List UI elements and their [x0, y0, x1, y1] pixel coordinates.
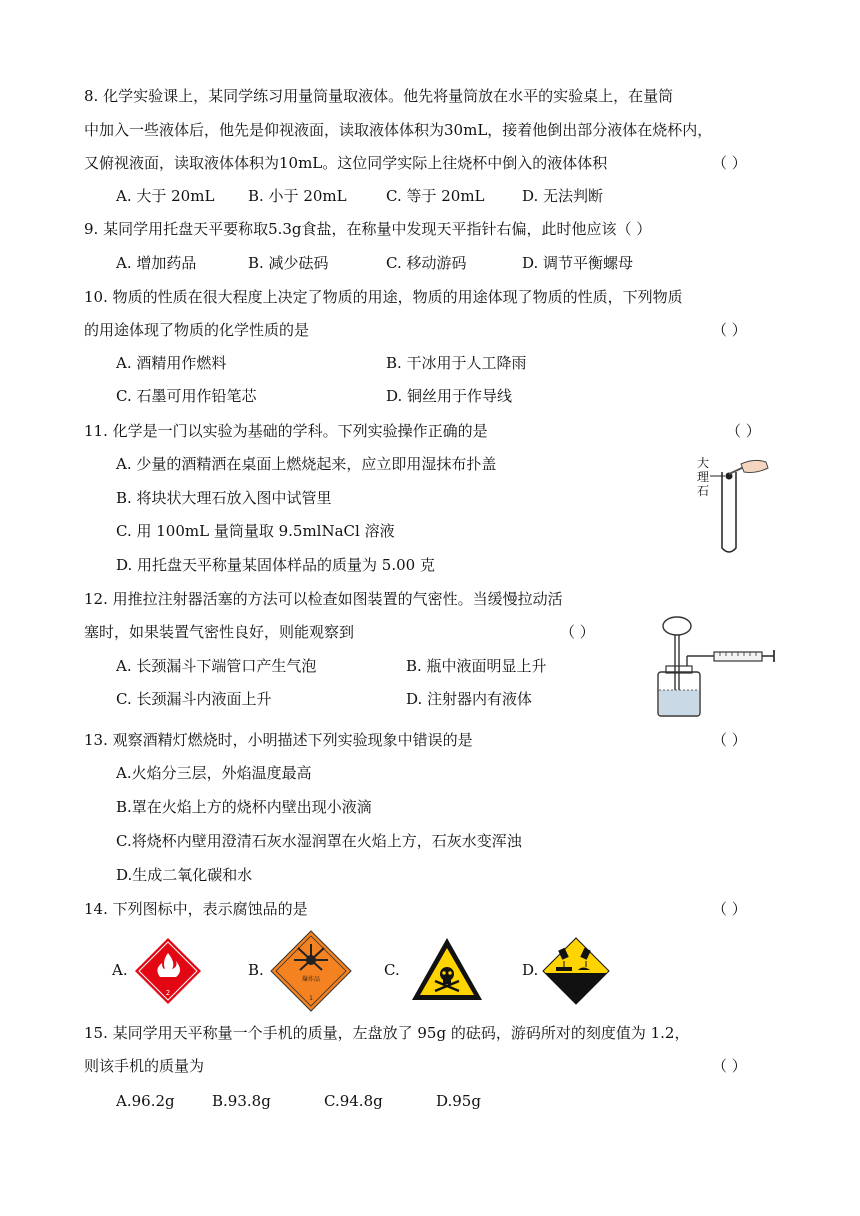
q15-option-d: D.95g — [436, 1092, 481, 1110]
q14-label-b: B. — [248, 961, 264, 979]
q11-option-c: C. 用 100mL 量筒量取 9.5mlNaCl 溶液 — [116, 522, 395, 540]
q12-option-b: B. 瓶中液面明显上升 — [406, 657, 547, 675]
q14-label-a: A. — [112, 961, 128, 979]
q12-option-c: C. 长颈漏斗内液面上升 — [116, 690, 272, 708]
sign-b-text: 爆炸品 — [301, 976, 321, 983]
q14-label-c: C. — [384, 961, 400, 979]
figure-label-char: 理 — [696, 470, 709, 484]
q8-option-b: B. 小于 20mL — [248, 187, 347, 205]
q13-option-d: D.生成二氧化碳和水 — [116, 866, 253, 884]
q11-option-d: D. 用托盘天平称量某固体样品的质量为 5.00 克 — [116, 556, 435, 574]
q13-line1: 13. 观察酒精灯燃烧时，小明描述下列实验现象中错误的是 — [84, 731, 473, 749]
explosive-sign — [270, 930, 352, 1012]
figure-label-char: 石 — [696, 484, 709, 498]
q9-option-a: A. 增加药品 — [116, 254, 197, 272]
q8-option-a: A. 大于 20mL — [116, 187, 215, 205]
q8-answer-paren: （ ） — [712, 154, 747, 172]
q14-line1: 14. 下列图标中，表示腐蚀品的是 — [84, 900, 308, 918]
q10-option-d: D. 铜丝用于作导线 — [386, 387, 513, 405]
q13-option-a: A.火焰分三层，外焰温度最高 — [116, 764, 312, 782]
q11-option-b: B. 将块状大理石放入图中试管里 — [116, 489, 332, 507]
syringe-apparatus-icon — [652, 616, 780, 720]
q15-option-c: C.94.8g — [324, 1092, 383, 1110]
q15-option-a: A.96.2g — [116, 1092, 175, 1110]
q10-option-a: A. 酒精用作燃料 — [116, 354, 227, 372]
q15-line1: 15. 某同学用天平称量一个手机的质量，左盘放了 95g 的砝码，游码所对的刻度值为 1.2， — [84, 1024, 690, 1042]
explosive-icon — [270, 930, 352, 1012]
sign-b-number: 1 — [309, 995, 313, 1002]
test-tube-figure — [696, 452, 776, 558]
q8-line1: 8. 化学实验课上，某同学练习用量筒量取液体。他先将量筒放在水平的实验桌上，在量筒 — [84, 87, 674, 105]
apparatus-figure — [652, 616, 780, 720]
q10-option-b: B. 干冰用于人工降雨 — [386, 354, 527, 372]
corrosive-icon — [542, 937, 610, 1005]
test-tube-icon — [696, 452, 776, 558]
q12-option-a: A. 长颈漏斗下端管口产生气泡 — [116, 657, 317, 675]
q12-line2: 塞时，如果装置气密性良好，则能观察到 — [84, 623, 355, 641]
skull-crossbones-icon — [410, 936, 484, 1002]
q13-answer-paren: （ ） — [712, 731, 747, 749]
figure-label-char: 大 — [696, 456, 709, 470]
q8-option-c: C. 等于 20mL — [386, 187, 485, 205]
q9-line1: 9. 某同学用托盘天平要称取5.3g食盐，在称量中发现天平指针右偏，此时他应该（ ） — [84, 220, 652, 238]
q11-answer-paren: （ ） — [726, 422, 761, 440]
sign-a-number: 2 — [165, 989, 171, 997]
q9-option-d: D. 调节平衡螺母 — [522, 254, 634, 272]
q10-line1: 10. 物质的性质在很大程度上决定了物质的用途，物质的用途体现了物质的性质，下列物质 — [84, 288, 683, 306]
q12-line1: 12. 用推拉注射器活塞的方法可以检查如图装置的气密性。当缓慢拉动活 — [84, 590, 563, 608]
toxic-sign — [410, 936, 484, 1002]
q14-answer-paren: （ ） — [712, 900, 747, 918]
q9-option-b: B. 减少砝码 — [248, 254, 329, 272]
q12-answer-paren: （ ） — [560, 623, 595, 641]
q13-option-c: C.将烧杯内壁用澄清石灰水湿润罩在火焰上方，石灰水变浑浊 — [116, 832, 522, 850]
q8-option-d: D. 无法判断 — [522, 187, 604, 205]
q8-line2: 中加入一些液体后，他先是仰视液面，读取液体体积为30mL，接着他倒出部分液体在烧杯内， — [84, 121, 713, 139]
q12-option-d: D. 注射器内有液体 — [406, 690, 533, 708]
flammable-gas-icon — [134, 937, 202, 1005]
q15-answer-paren: （ ） — [712, 1057, 747, 1075]
q10-option-c: C. 石墨可用作铅笔芯 — [116, 387, 257, 405]
flammable-sign — [134, 937, 202, 1005]
q13-option-b: B.罩在火焰上方的烧杯内壁出现小液滴 — [116, 798, 372, 816]
q14-label-d: D. — [522, 961, 539, 979]
q15-option-b: B.93.8g — [212, 1092, 271, 1110]
corrosive-sign — [542, 937, 610, 1005]
q8-line3: 又俯视液面，读取液体体积为10mL。这位同学实际上往烧杯中倒入的液体体积 — [84, 154, 608, 172]
q11-option-a: A. 少量的酒精洒在桌面上燃烧起来，应立即用湿抹布扑盖 — [116, 455, 497, 473]
q11-line1: 11. 化学是一门以实验为基础的学科。下列实验操作正确的是 — [84, 422, 488, 440]
q9-option-c: C. 移动游码 — [386, 254, 467, 272]
q10-answer-paren: （ ） — [712, 321, 747, 339]
q10-line2: 的用途体现了物质的化学性质的是 — [84, 321, 310, 339]
q15-line2: 则该手机的质量为 — [84, 1057, 205, 1075]
